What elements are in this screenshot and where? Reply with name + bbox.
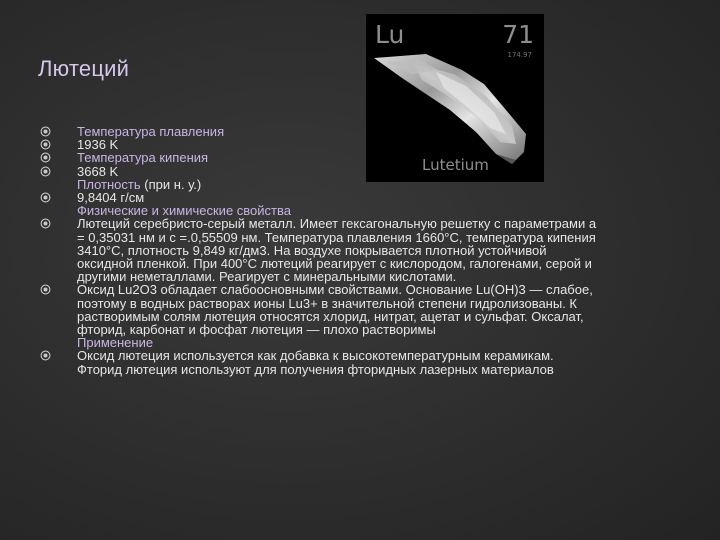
atomic-mass: 174.97 [507, 51, 532, 59]
target-bullet-icon [40, 218, 51, 229]
density-note: (при н. у.) [140, 176, 202, 192]
section-heading-applications: Применение [77, 335, 154, 351]
atomic-number: 71 [502, 20, 534, 49]
target-bullet-icon [40, 152, 51, 163]
list-item-text: 1936 K [77, 137, 119, 153]
list-item-text: Оксид Lu2O3 обладает слабоосновными свойствами. Основание Lu(OH)3 — слабое, поэтому в водных растворах ионы Lu3+ в значительной степени гидролизованы. К растворимым солям лютеция относятся хлорид, нитрат, ацетат и сульфат. Оксалат, фторид, карбонат и фосфат лютеция — плохо растворимы [77, 282, 593, 338]
content-list [40, 125, 640, 376]
slide-title: Лютеций [38, 56, 130, 81]
list-item [40, 125, 640, 138]
section-heading-properties: Физические и химические свойства [77, 203, 291, 219]
list-item [40, 217, 640, 283]
element-symbol: Lu [375, 20, 405, 49]
list-item-text: Температура кипения [77, 150, 209, 166]
target-bullet-icon [40, 284, 51, 295]
target-bullet-icon [40, 350, 51, 361]
target-bullet-icon [40, 166, 51, 177]
target-bullet-icon [40, 126, 51, 137]
element-name: Lutetium [422, 156, 489, 174]
list-item-text: Температура плавления [77, 124, 225, 139]
list-item-text: Лютеций серебристо-серый металл. Имеет гексагональную решетку с параметрами a = 0,35031 нм и c =.0,55509 нм. Температура плавления 1660°С, температура кипения 3410°С, плотность 9,849 кг/дм3. На воздухе покрывается плотной устойчивой оксидной пленкой. При 400°С лютеций реагирует с кислородом, галогенами, серой и другими неметаллами. Реагирует с минеральными кислотами. [77, 216, 597, 285]
list-item [40, 151, 640, 164]
target-bullet-icon [40, 139, 51, 150]
list-item [40, 283, 640, 349]
density-label: Плотность [77, 176, 141, 192]
target-bullet-icon [40, 192, 51, 203]
list-item-text: Оксид лютеция используется как добавка к высокотемпературным керамикам. Фторид лютеция используют для получения фторидных лазерных материалов [77, 348, 554, 377]
list-item-text: 3668 K [77, 163, 119, 179]
list-item [40, 349, 640, 375]
list-item [40, 178, 640, 218]
density-value: 9,8404 г/см [77, 190, 145, 206]
